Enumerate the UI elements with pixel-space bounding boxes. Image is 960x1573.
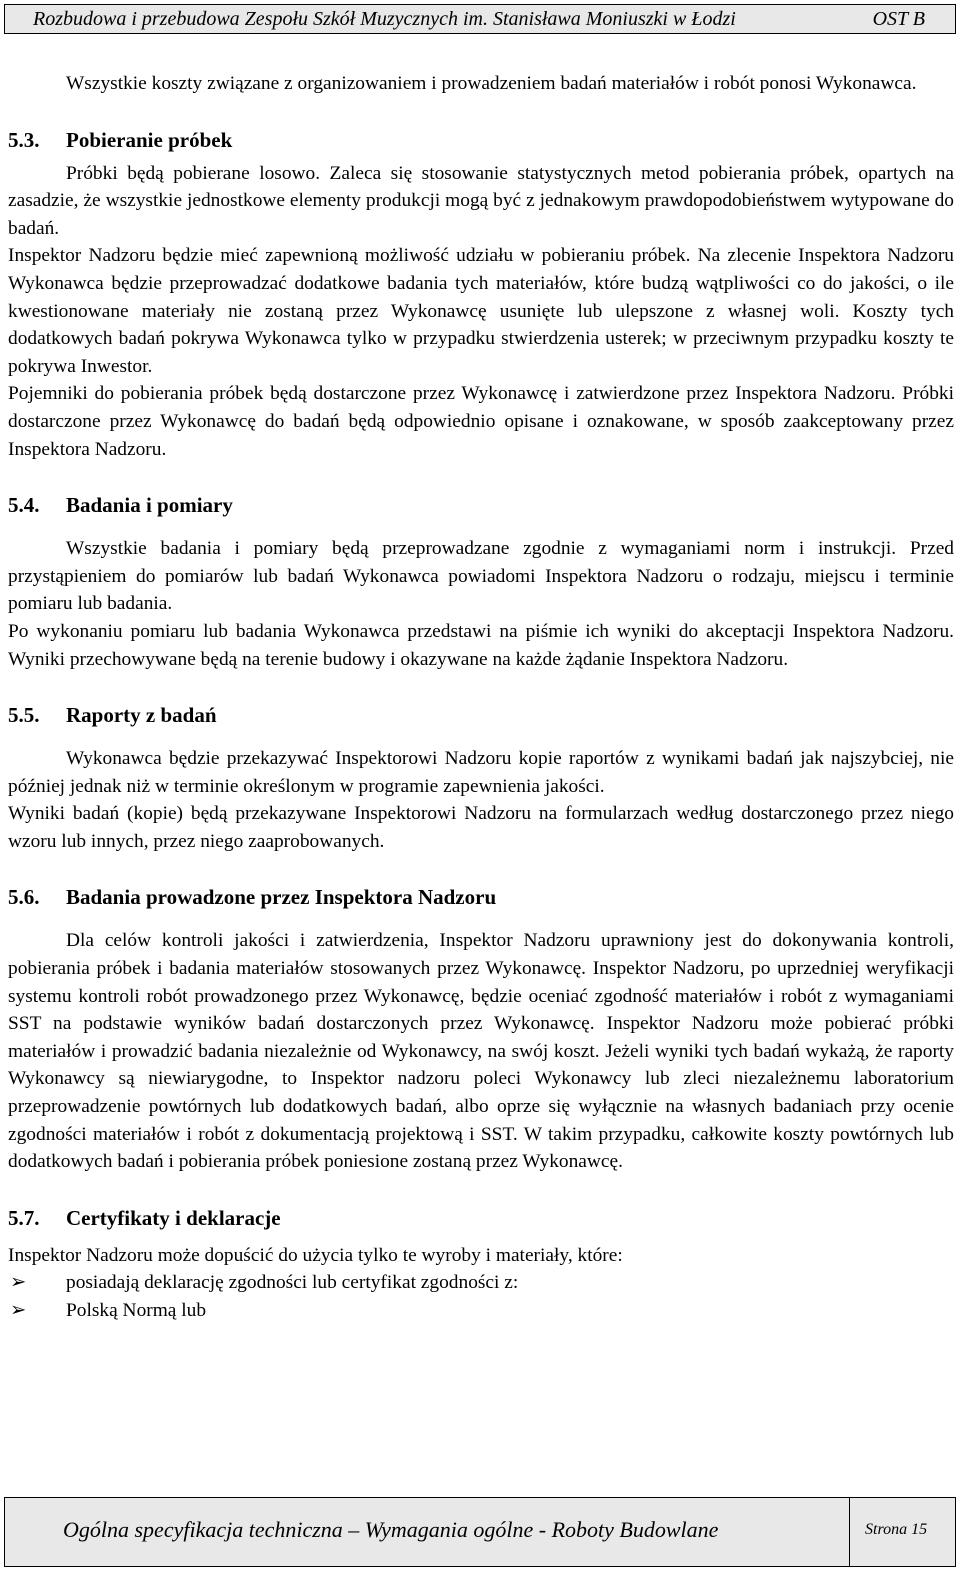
paragraph: Wszystkie badania i pomiary będą przeprowadzane zgodnie z wymaganiami norm i instrukcji. Przed przystąpieniem do pomiarów lub badań Wykonawca powiadomi Inspektora Nadzoru o rodzaju, miejscu i terminie pomiaru lub badania. (8, 538, 954, 615)
section-title: Badania i pomiary (66, 493, 233, 518)
paragraph: Po wykonaniu pomiaru lub badania Wykonawca przedstawi na piśmie ich wyniki do akceptacji Inspektora Nadzoru. Wyniki przechowywane będą na terenie budowy i okazywane na każde żądanie Inspektora Nadzoru. (8, 620, 954, 670)
section-heading-5-3 (8, 126, 954, 154)
page-number: Strona 15 (865, 1521, 928, 1538)
list-item-text: posiadają deklarację zgodności lub certyfikat zgodności z: (66, 1272, 519, 1294)
arrow-bullet-icon: ➢ (10, 1272, 27, 1294)
section-number: 5.7. (8, 1205, 40, 1230)
document-body (8, 70, 954, 1325)
section-number: 5.4. (8, 493, 40, 518)
list-item-text: Polską Normą lub (66, 1300, 207, 1321)
list-item (8, 1269, 954, 1297)
section-heading-5-4 (8, 491, 954, 519)
header-doc-code: OST B (872, 8, 925, 30)
intro-paragraph: Wszystkie koszty związane z organizowaniem i prowadzeniem badań materiałów i robót ponosi Wykonawca. (66, 73, 917, 94)
section-title: Raporty z badań (66, 703, 217, 728)
section-heading-5-5 (8, 701, 954, 729)
section-number: 5.6. (8, 885, 40, 910)
section-number: 5.5. (8, 703, 40, 728)
paragraph: Inspektor Nadzoru może dopuścić do użycia tylko te wyroby i materiały, które: (8, 1244, 623, 1266)
section-title: Pobieranie próbek (66, 127, 233, 152)
paragraph: Pojemniki do pobierania próbek będą dostarczone przez Wykonawcę i zatwierdzone przez Inspektora Nadzoru. Próbki dostarczone przez Wykonawcę do badań będą odpowiednio opisane i oznakowane, w sposób zaakceptowany przez Inspektora Nadzoru. (8, 383, 954, 460)
section-number: 5.3. (8, 127, 40, 152)
page-header (4, 4, 956, 34)
page-footer (4, 1497, 956, 1567)
paragraph: Próbki będą pobierane losowo. Zaleca się stosowanie statystycznych metod pobierania próbek, opartych na zasadzie, że wszystkie jednostkowe elementy produkcji mogą być z jednakowym prawdopodobieństwem wytypowane do badań. (8, 162, 954, 239)
section-heading-5-7 (8, 1204, 954, 1232)
footer-divider (849, 1498, 850, 1566)
section-heading-5-6 (8, 883, 954, 911)
paragraph: Wykonawca będzie przekazywać Inspektorowi Nadzoru kopie raportów z wynikami badań jak najszybciej, nie później jednak niż w terminie określonym w programie zapewnienia jakości. (8, 748, 954, 797)
paragraph: Dla celów kontroli jakości i zatwierdzenia, Inspektor Nadzoru uprawniony jest do dokonywania kontroli, pobierania próbek i badania materiałów stosowanych przez Wykonawcę. Inspektor Nadzoru, po uprzedniej weryfikacji systemu kontroli robót prowadzonego przez Wykonawcę, będzie oceniać zgodność materiałów i robót z wymaganiami SST na podstawie wyników badań dostarczonych przez Wykonawcę. Inspektor Nadzoru może pobierać próbki materiałów i prowadzić badania niezależnie od Wykonawcy, na swój koszt. Jeżeli wyniki tych badań wykażą, że raporty Wykonawcy są niewiarygodne, to Inspektor nadzoru poleci Wykonawcy lub zleci niezależnemu laboratorium przeprowadzenie powtórnych lub dodatkowych badań, albo oprze się wyłącznie na własnych badaniach przy ocenie zgodności materiałów i robót z dokumentacją projektową i SST. W takim przypadku, całkowite koszty powtórnych lub dodatkowych badań i pobierania próbek poniesione zostaną przez Wykonawcę. (8, 930, 954, 1173)
arrow-bullet-icon: ➢ (10, 1300, 27, 1321)
list-item (8, 1297, 954, 1325)
section-title: Badania prowadzone przez Inspektora Nadzoru (66, 885, 497, 910)
paragraph: Wyniki badań (kopie) będą przekazywane Inspektorowi Nadzoru na formularzach według dostarczonego przez niego wzoru lub innych, przez niego zaaprobowanych. (8, 803, 954, 852)
paragraph: Inspektor Nadzoru będzie mieć zapewnioną możliwość udziału w pobieraniu próbek. Na zlecenie Inspektora Nadzoru Wykonawca będzie przeprowadzać dodatkowe badania tych materiałów, które budzą wątpliwości co do jakości, o ile kwestionowane materiały nie zostaną przez Wykonawcę usunięte lub ulepszone z własnej woli. Koszty tych dodatkowych badań pokrywa Wykonawca tylko w przypadku stwierdzenia usterek; w przeciwnym przypadku koszty te pokrywa Inwestor. (8, 245, 954, 377)
header-title: Rozbudowa i przebudowa Zespołu Szkół Muzycznych im. Stanisława Moniuszki w Łodzi (33, 8, 736, 30)
footer-title: Ogólna specyfikacja techniczna – Wymagania ogólne - Roboty Budowlane (63, 1517, 719, 1542)
section-title: Certyfikaty i deklaracje (66, 1205, 281, 1230)
